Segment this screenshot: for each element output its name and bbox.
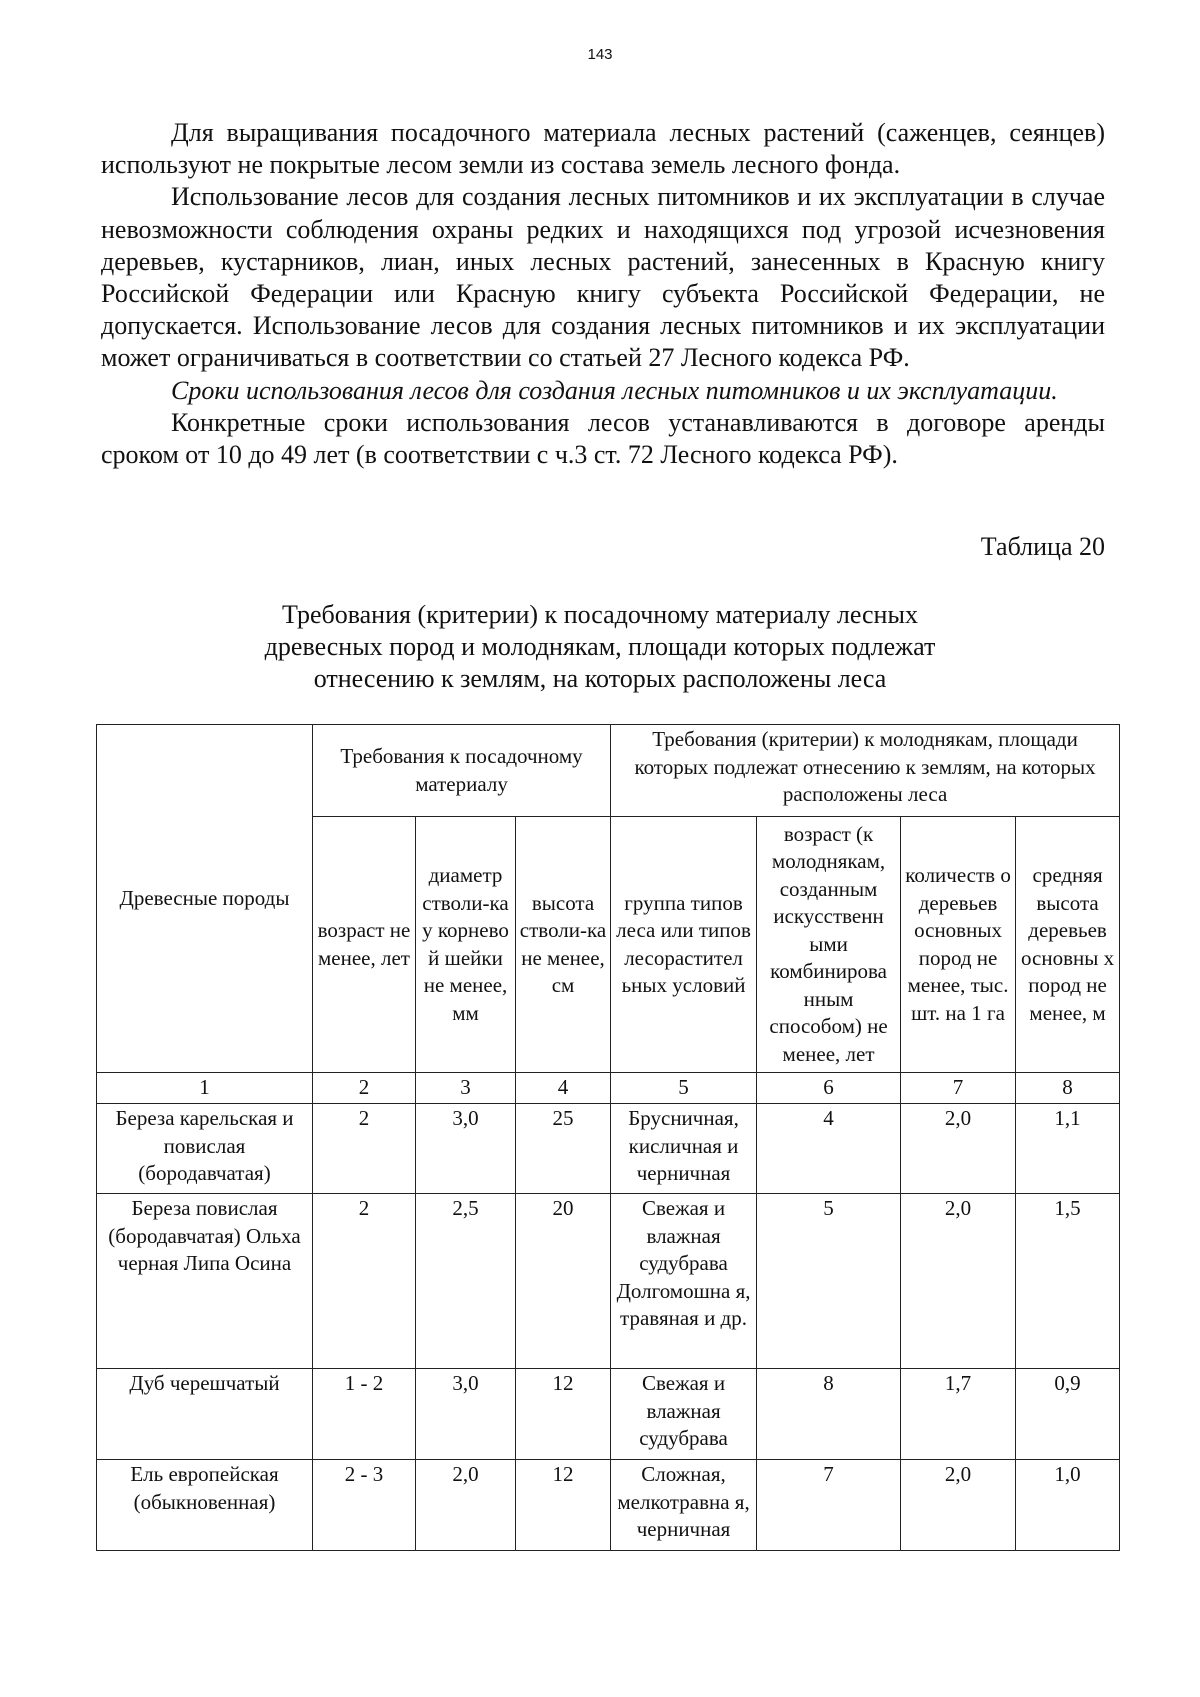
paragraph-italic-heading: Сроки использования лесов для создания лесных питомников и их эксплуатации. xyxy=(171,375,1058,405)
paragraph: Конкретные сроки использования лесов устанавливаются в договоре аренды сроком от 10 до 49 лет (в соответствии с ч.3 ст. 72 Лесного кодекса РФ). xyxy=(101,407,1105,470)
cell-height: 12 xyxy=(516,1460,611,1551)
cell-tree-count: 2,0 xyxy=(901,1194,1016,1369)
table-title xyxy=(0,599,1200,695)
header-species: Древесные породы xyxy=(97,725,313,1073)
cell-forest-type: Свежая и влажная судубрава Долгомошна я, травяная и др. xyxy=(611,1194,757,1369)
cell-young-age: 7 xyxy=(757,1460,901,1551)
header-young-age: возраст (к молоднякам, созданным искусственн ыми комбинирова нным способом) не менее, лет xyxy=(757,817,901,1073)
header-height: высота стволи-ка не менее, см xyxy=(516,817,611,1073)
column-number: 4 xyxy=(516,1073,611,1104)
cell-forest-type: Брусничная, кисличная и черничная xyxy=(611,1104,757,1194)
requirements-table xyxy=(96,724,1120,1551)
header-young-stands: Требования (критерии) к молоднякам, площади которых подлежат отнесению к землям, на которых расположены леса xyxy=(611,725,1120,817)
header-diameter: диаметр стволи-ка у корнево й шейки не менее, мм xyxy=(416,817,516,1073)
paragraph: Для выращивания посадочного материала лесных растений (саженцев, сеянцев) используют не покрытые лесом земли из состава земель лесного фонда. xyxy=(101,118,1105,180)
table-row xyxy=(97,1369,1120,1460)
cell-species: Береза карельская и повислая (бородавчатая) xyxy=(97,1104,313,1194)
cell-mean-height: 1,1 xyxy=(1016,1104,1120,1194)
cell-age: 1 - 2 xyxy=(313,1369,416,1460)
table-row xyxy=(97,1460,1120,1551)
cell-species: Береза повислая (бородавчатая) Ольха черная Липа Осина xyxy=(97,1194,313,1369)
cell-diameter: 3,0 xyxy=(416,1104,516,1194)
header-planting-material: Требования к посадочному материалу xyxy=(313,725,611,817)
header-tree-count: количеств о деревьев основных пород не менее, тыс. шт. на 1 га xyxy=(901,817,1016,1073)
header-age: возраст не менее, лет xyxy=(313,817,416,1073)
table-row xyxy=(97,1194,1120,1369)
page-number: 143 xyxy=(587,46,613,63)
cell-age: 2 xyxy=(313,1194,416,1369)
column-number: 8 xyxy=(1016,1073,1120,1104)
table-title-line: Требования (критерии) к посадочному материалу лесных xyxy=(282,600,918,629)
cell-mean-height: 0,9 xyxy=(1016,1369,1120,1460)
column-number: 2 xyxy=(313,1073,416,1104)
cell-young-age: 4 xyxy=(757,1104,901,1194)
header-forest-type: группа типов леса или типов лесорастител ьных условий xyxy=(611,817,757,1073)
table-row xyxy=(97,1104,1120,1194)
cell-forest-type: Сложная, мелкотравна я, черничная xyxy=(611,1460,757,1551)
column-number: 7 xyxy=(901,1073,1016,1104)
column-number: 1 xyxy=(97,1073,313,1104)
cell-mean-height: 1,0 xyxy=(1016,1460,1120,1551)
cell-young-age: 8 xyxy=(757,1369,901,1460)
paragraph: Использование лесов для создания лесных питомников и их эксплуатации в случае невозможности соблюдения охраны редких и находящихся под угрозой исчезновения деревьев, кустарников, лиан, иных лесных растений, занесенных в Красную книгу Российской Федерации или Красную книгу субъекта Российской Федерации, не допускается. Использование лесов для создания лесных питомников и их эксплуатации может ограничиваться в соответствии со статьей 27 Лесного кодекса РФ. xyxy=(101,182,1105,373)
cell-tree-count: 2,0 xyxy=(901,1104,1016,1194)
cell-diameter: 2,5 xyxy=(416,1194,516,1369)
body-text xyxy=(101,117,1105,471)
cell-tree-count: 2,0 xyxy=(901,1460,1016,1551)
cell-age: 2 xyxy=(313,1104,416,1194)
table-title-line: отнесению к землям, на которых расположены леса xyxy=(313,664,887,693)
cell-height: 20 xyxy=(516,1194,611,1369)
cell-diameter: 3,0 xyxy=(416,1369,516,1460)
column-number: 6 xyxy=(757,1073,901,1104)
cell-species: Дуб черешчатый xyxy=(97,1369,313,1460)
cell-forest-type: Свежая и влажная судубрава xyxy=(611,1369,757,1460)
cell-height: 12 xyxy=(516,1369,611,1460)
table-title-line: древесных пород и молоднякам, площади которых подлежат xyxy=(264,632,936,661)
cell-tree-count: 1,7 xyxy=(901,1369,1016,1460)
cell-species: Ель европейская (обыкновенная) xyxy=(97,1460,313,1551)
cell-diameter: 2,0 xyxy=(416,1460,516,1551)
cell-young-age: 5 xyxy=(757,1194,901,1369)
header-mean-height: средняя высота деревьев основны х пород не менее, м xyxy=(1016,817,1120,1073)
cell-height: 25 xyxy=(516,1104,611,1194)
column-number: 5 xyxy=(611,1073,757,1104)
table-caption: Таблица 20 xyxy=(980,532,1105,561)
column-number: 3 xyxy=(416,1073,516,1104)
cell-mean-height: 1,5 xyxy=(1016,1194,1120,1369)
cell-age: 2 - 3 xyxy=(313,1460,416,1551)
